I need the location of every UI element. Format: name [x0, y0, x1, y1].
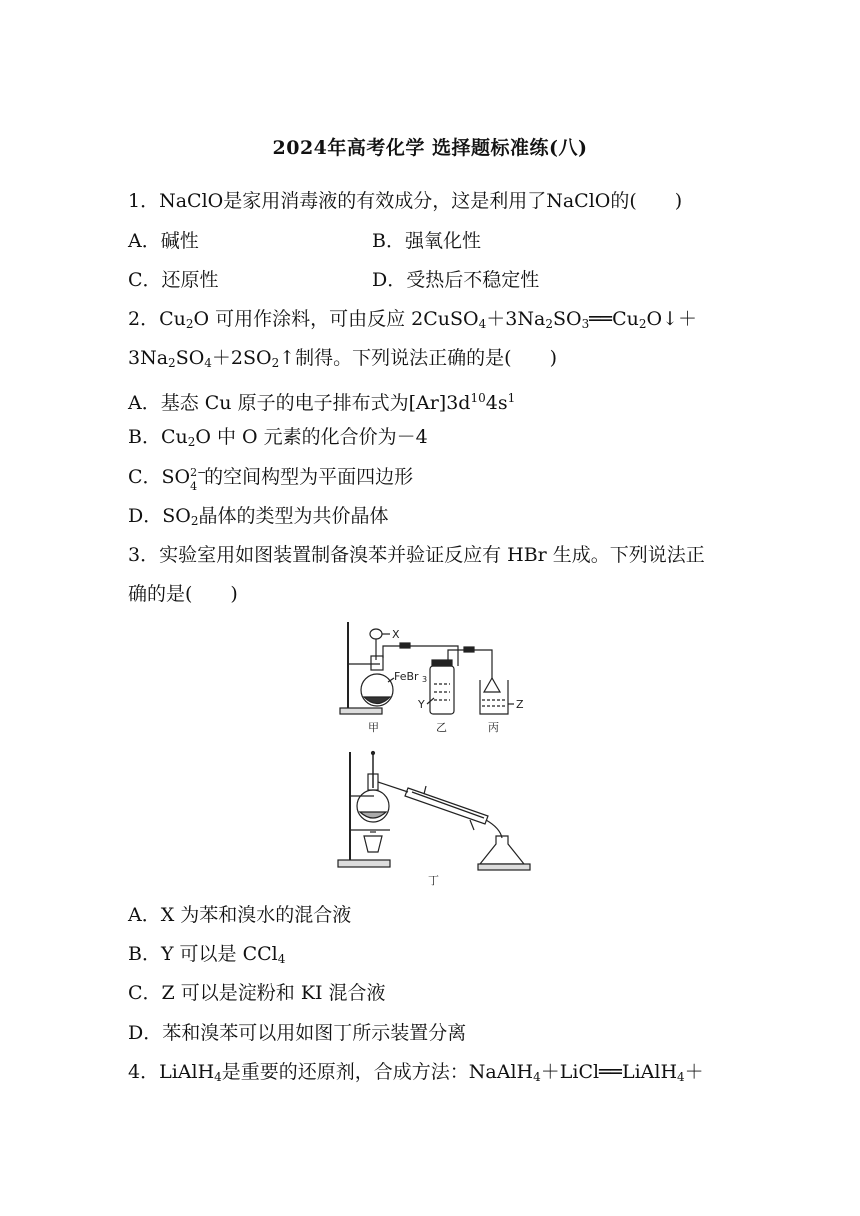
q4-sub: 4	[214, 1070, 222, 1084]
q3-option-a: A．X 为苯和溴水的混合液	[128, 904, 352, 926]
q1-option-b: B．强氧化性	[372, 230, 481, 252]
q2-sub: 2	[638, 317, 647, 331]
q2-sub: 2	[271, 356, 280, 370]
bottle-stopper	[432, 660, 452, 666]
q2-text: O↓＋	[646, 308, 697, 330]
q1-stem: 1．NaClO是家用消毒液的有效成分，这是利用了NaClO的( )	[128, 190, 683, 212]
apparatus-figure-1	[330, 620, 540, 738]
q2-text: D．SO	[128, 505, 191, 527]
q2-sub: 2	[168, 356, 176, 370]
caption-jia: 甲	[368, 721, 379, 734]
label-y: Y	[418, 698, 425, 711]
q2-option-b	[128, 425, 428, 454]
wash-bottle	[430, 666, 454, 714]
q2-sub: 4	[204, 356, 212, 370]
sulfate-charge: 2−	[190, 466, 207, 479]
q2-stem-line1	[128, 307, 697, 336]
q3-text: B．Y 可以是 CCl	[128, 943, 278, 965]
caption-yi: 乙	[436, 721, 447, 734]
label-febr-sub: 3	[422, 675, 428, 684]
flask-liquid	[360, 812, 386, 818]
page-title: 2024年高考化学 选择题标准练(八)	[272, 137, 588, 159]
q2-stem-line2	[128, 346, 557, 375]
q2-text: O 可用作涂料，可由反应 2CuSO	[193, 308, 479, 330]
q2-option-c	[128, 465, 414, 493]
q4-text: 4．LiAlH	[128, 1061, 215, 1083]
q3-stem-line1: 3．实验室用如图装置制备溴苯并验证反应有 HBr 生成。下列说法正	[128, 544, 705, 566]
q2-text: 的空间构型为平面四边形	[204, 466, 414, 488]
q2-text: ＋2SO	[211, 347, 272, 369]
q2-text: SO	[175, 347, 205, 369]
q3-sub: 4	[277, 952, 286, 966]
q4-text: ＋LiCl══LiAlH	[540, 1061, 678, 1083]
flask-neck	[371, 656, 383, 670]
q2-text: ↑制得。下列说法正确的是( )	[279, 347, 557, 369]
q2-sub: 4	[478, 317, 487, 331]
flask-stand	[478, 864, 530, 870]
q2-text: ══Cu	[589, 308, 639, 330]
q1-option-d: D．受热后不稳定性	[372, 269, 540, 291]
caption-bing: 丙	[488, 721, 499, 734]
apparatus-1-diagram	[330, 620, 540, 738]
q4-stem	[128, 1060, 704, 1089]
sulfate-subscript: 4	[190, 480, 198, 493]
funnel-inverted	[484, 678, 500, 692]
q2-text: ＋3Na	[486, 308, 546, 330]
label-z: Z	[516, 698, 524, 711]
q2-sup: 1	[507, 391, 516, 405]
q2-option-d	[128, 504, 388, 533]
dropping-funnel	[370, 629, 382, 639]
q2-text: 晶体的类型为共价晶体	[198, 505, 389, 527]
q2-sub: 2	[190, 514, 199, 528]
q2-text: 3Na	[128, 347, 169, 369]
q3-option-b	[128, 942, 285, 971]
q2-text: A．基态 Cu 原子的电子排布式为[Ar]3d	[128, 392, 471, 414]
q2-text: B．Cu	[128, 426, 188, 448]
beaker	[480, 680, 508, 714]
q2-text: 4s	[485, 392, 508, 414]
adapter	[486, 820, 502, 838]
label-febr: FeBr	[394, 670, 419, 683]
stand-base	[340, 708, 382, 714]
q2-text: O 中 O 元素的化合价为－4	[195, 426, 428, 448]
q2-sup: 10	[470, 391, 486, 405]
q2-text: 2．Cu	[128, 308, 186, 330]
tube-joint	[400, 643, 410, 648]
q4-text: 是重要的还原剂，合成方法：NaAlH	[221, 1061, 534, 1083]
water-out	[424, 786, 426, 794]
caption-ding: 丁	[428, 874, 439, 887]
erlenmeyer-flask	[480, 836, 524, 864]
q3-stem-line2: 确的是( )	[128, 583, 238, 605]
side-arm	[378, 782, 408, 792]
q3-option-c: C．Z 可以是淀粉和 KI 混合液	[128, 982, 386, 1004]
q2-sub: 2	[545, 317, 553, 331]
q2-text: C．SO	[128, 466, 191, 488]
q1-option-c: C．还原性	[128, 269, 219, 291]
q2-option-a	[128, 386, 515, 415]
q3-option-d: D．苯和溴苯可以用如图丁所示装置分离	[128, 1022, 467, 1044]
q4-text: ＋	[684, 1061, 704, 1083]
burner	[364, 836, 382, 852]
distillation-diagram	[330, 748, 540, 888]
q4-sub: 4	[677, 1070, 685, 1084]
apparatus-figure-2	[330, 748, 540, 888]
q2-sub: 2	[185, 317, 194, 331]
q1-option-a: A．碱性	[128, 230, 199, 252]
tube-2	[448, 650, 492, 678]
q4-sub: 4	[533, 1070, 541, 1084]
q2-sub: 2	[187, 435, 196, 449]
stand-base	[338, 860, 390, 867]
label-x: X	[392, 628, 400, 641]
q2-sub: 3	[581, 317, 590, 331]
condenser-inner	[412, 792, 484, 818]
tube-joint	[464, 647, 474, 652]
water-in	[470, 820, 474, 830]
thermometer-bulb	[372, 752, 375, 755]
q2-text: SO	[552, 308, 582, 330]
